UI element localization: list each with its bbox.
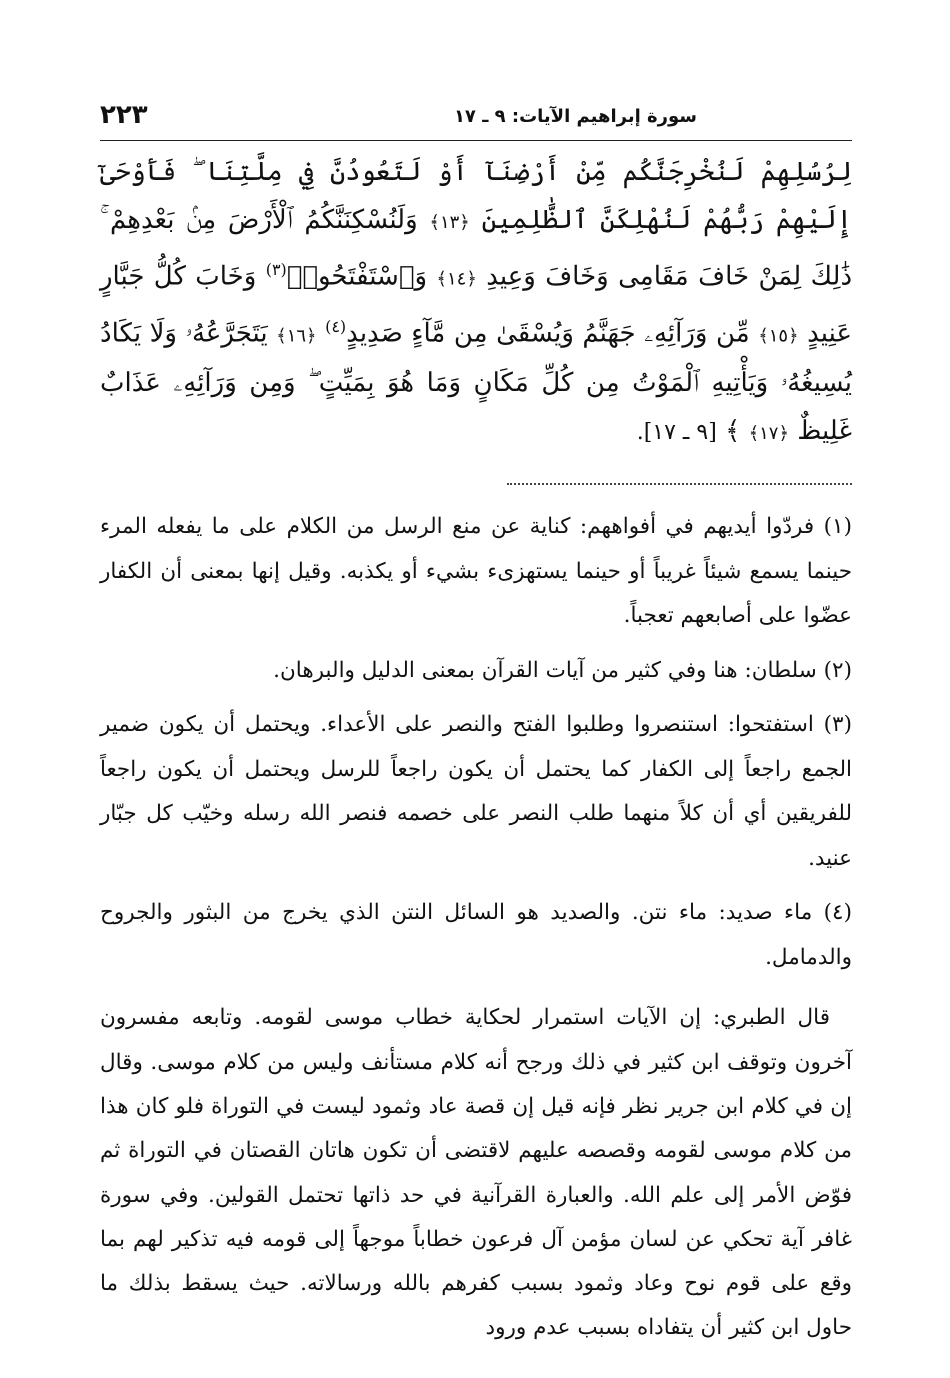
verse-text: يَتَجَرَّعُهُۥ وَلَا يَكَادُ يُسِيغُهُۥ وَيَأْتِيهِ ٱلْمَوْتُ مِن كُلِّ مَكَانٍ وَمَا هُوَ بِمَيِّتٍ ۖ وَمِن وَرَآئِهِۦ عَذَابٌ غَلِيظٌ bbox=[100, 318, 852, 446]
page-number: ٢٢٣ bbox=[100, 100, 148, 130]
footnote-text: ماء صديد: ماء نتن. والصديد هو السائل النتن الذي يخرج من البثور والجروح والدمامل. bbox=[100, 900, 852, 970]
ayah-number-16: ﴿١٦﴾ bbox=[276, 325, 317, 347]
running-title: سورة إبراهيم الآيات: ٩ ـ ١٧ bbox=[453, 106, 697, 127]
verse-text: مِّن وَرَآئِهِۦ جَهَنَّمُ وَيُسْقَىٰ مِن مَّآءٍ صَدِيدٍ bbox=[346, 318, 750, 349]
verse-text: لِرُسُلِهِمْ لَنُخْرِجَنَّكُم مِّنْ أَرْضِنَآ أَوْ لَتَعُودُنَّ فِي مِلَّتِنَا ۖ فَأَوْحَىٰٓ إِلَيْهِمْ رَبُّهُمْ لَنُهْلِكَنَّ ٱلظَّٰلِمِينَ bbox=[100, 157, 852, 235]
ayah-number-15: ﴿١٥﴾ bbox=[758, 325, 799, 347]
footnote-label: (٤) bbox=[823, 900, 852, 926]
verse-text: وَلَنُسْكِنَنَّكُمُ ٱلْأَرْضَ مِنۢ بَعْدِهِمْ ۚ ذَٰلِكَ لِمَنْ خَافَ مَقَامِى وَخَافَ وَعِيدِ bbox=[100, 204, 853, 292]
ayah-number-14: ﴿١٤﴾ bbox=[436, 268, 477, 290]
commentary-paragraph: قال الطبري: إن الآيات استمرار لحكاية خطاب موسى لقومه. وتابعه مفسرون آخرون وتوقف ابن كثير في ذلك ورجح أنه كلام مستأنف وليس من كلام موسى. وقال إن في كلام ابن جرير نظر فإنه قيل إن قصة عاد وثمود ليست في التوراة فلو كان هذا من كلام موسى لقومه وقصصه عليهم لاقتضى أن تكون هاتان القصتان في التوراة ثم فوّض الأمر إلى علم الله. والعبارة القرآنية في حد ذاتها تحتمل القولين. وفي سورة غافر آية تحكي عن لسان مؤمن آل فرعون خطاباً موجهاً إلى قومه فيه تذكير لهم بما وقع على قوم نوح وعاد وثمود بسبب كفرهم بالله ورسالاته. حيث يسقط بذلك ما حاول ابن كثير أن يتفاداه بسبب عدم ورود bbox=[100, 1005, 852, 1341]
footnote-text: فردّوا أيديهم في أفواههم: كناية عن منع الرسل من الكلام على ما يفعله المرء حينما يسمع شيئاً غريباً أو حينما يستهزىء بشيء أو يكذبه. وقيل إنها بمعنى أن الكفار عضّوا على أصابعهم تعجباً. bbox=[100, 514, 852, 629]
footnote-label: (١) bbox=[823, 514, 852, 540]
footnote-1 bbox=[100, 505, 852, 639]
quran-verses-block bbox=[100, 149, 852, 457]
footnote-text: استفتحوا: استنصروا وطلبوا الفتح والنصر على الأعداء. ويحتمل أن يكون ضمير الجمع راجعاً إلى الكفار كما يحتمل أن يكون راجعاً للرسل ويحتمل أن يكون راجعاً للفريقين أي أن كلاً منهما طلب النصر على خصمه فنصر الله رسله وخيّب كل جبّار عنيد. bbox=[100, 712, 852, 871]
verse-text: وَٱسْتَفْتَحُوا۟ bbox=[286, 261, 428, 292]
book-page bbox=[100, 98, 852, 1358]
footnote-2 bbox=[100, 649, 852, 694]
footnote-divider bbox=[507, 483, 852, 485]
ayah-number-17: ﴿١٧﴾ bbox=[748, 422, 789, 444]
verse-range: [٩ ـ ١٧]. bbox=[636, 419, 717, 445]
footnote-ref-3[interactable]: (٣) bbox=[265, 260, 287, 279]
footnote-text: سلطان: هنا وفي كثير من آيات القرآن بمعنى الدليل والبرهان. bbox=[273, 657, 817, 683]
footnote-label: (٢) bbox=[823, 657, 852, 683]
footnote-4 bbox=[100, 891, 852, 980]
page-header bbox=[100, 98, 852, 141]
ayah-number-13: ﴿١٣﴾ bbox=[429, 211, 470, 233]
footnote-3 bbox=[100, 703, 852, 881]
closing-bracket-ornament: ﴾ bbox=[725, 415, 741, 446]
footnotes-section bbox=[100, 505, 852, 980]
verse-text: وَخَابَ كُلُّ جَبَّارٍ عَنِيدٍ bbox=[100, 261, 852, 349]
footnote-ref-4[interactable]: (٤) bbox=[325, 317, 347, 337]
commentary-body bbox=[100, 996, 852, 1350]
footnote-label: (٣) bbox=[823, 712, 852, 738]
